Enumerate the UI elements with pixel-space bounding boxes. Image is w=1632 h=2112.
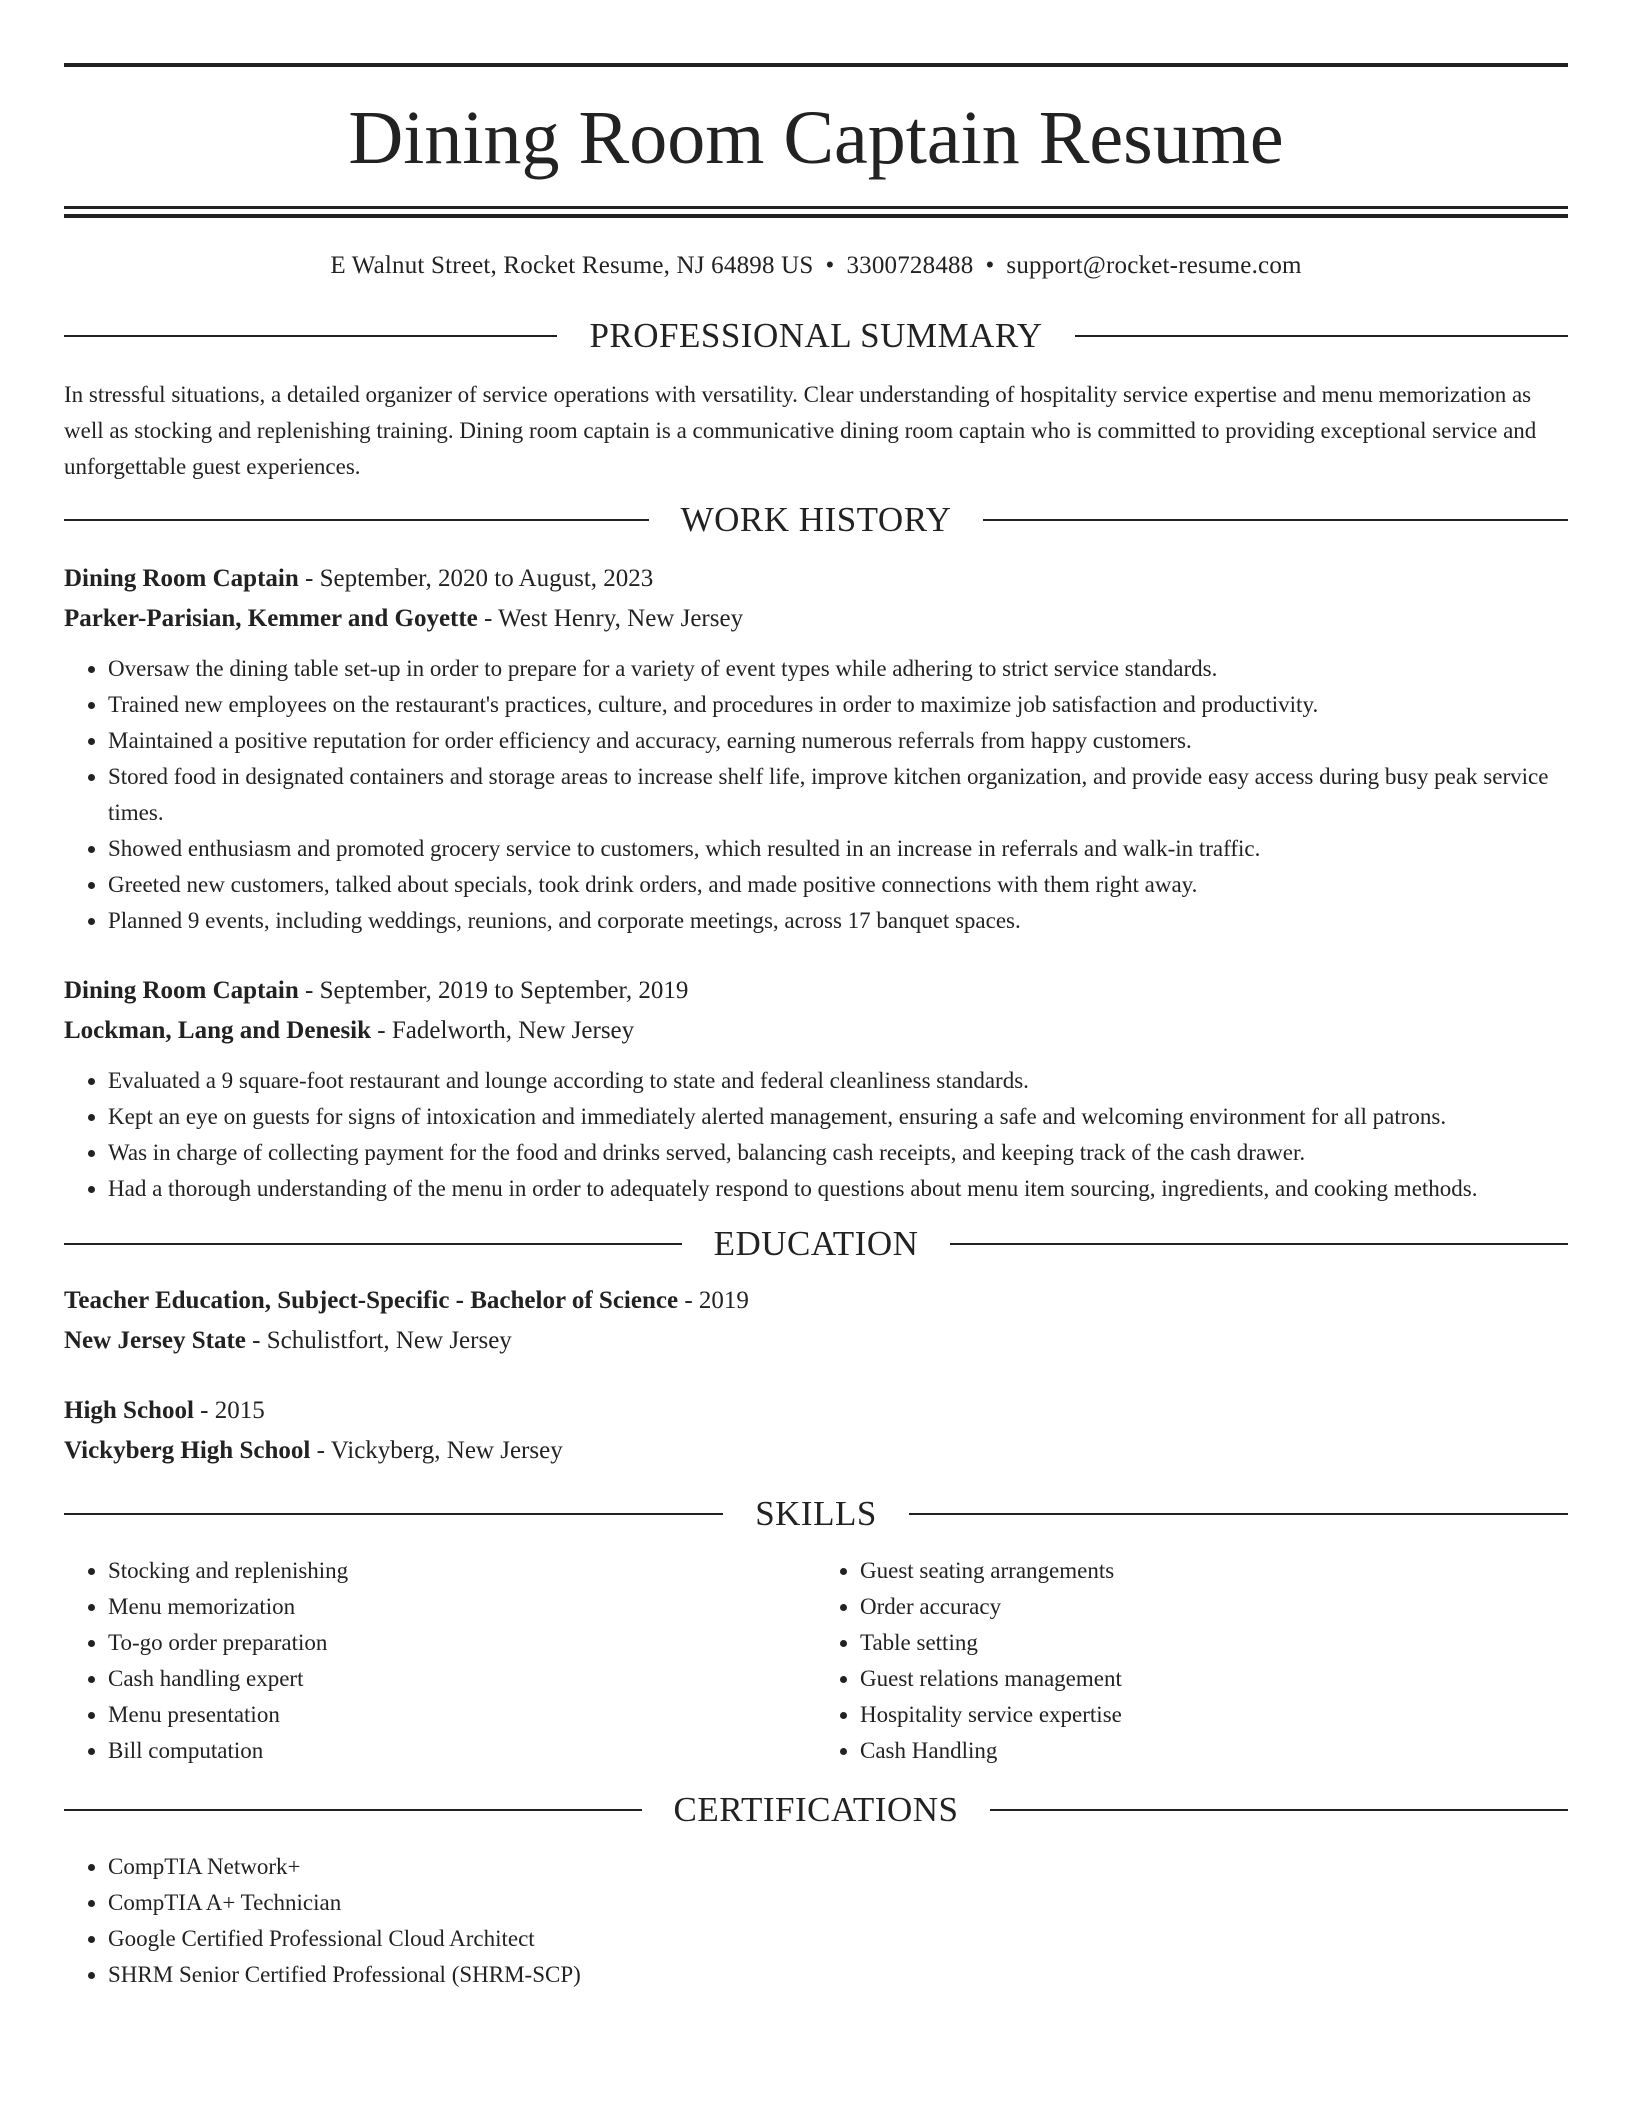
skills-columns [64, 1553, 1568, 1769]
section-header-work-history [64, 499, 1568, 541]
education-school: New Jersey State [64, 1327, 246, 1354]
section-rule [64, 335, 557, 337]
job-bullet: • Maintained a positive reputation for order efficiency and accuracy, earning numerous referrals from happy customers. [108, 723, 1568, 759]
job-dates: - September, 2020 to August, 2023 [298, 565, 654, 592]
education-location: - Schulistfort, New Jersey [245, 1327, 512, 1354]
job-location: - Fadelworth, New Jersey [371, 1017, 635, 1044]
job-bullets [64, 1063, 1568, 1207]
skill-item: • Stocking and replenishing [108, 1553, 816, 1589]
job-bullet: • Planned 9 events, including weddings, reunions, and corporate meetings, across 17 banquet spaces. [108, 903, 1568, 939]
section-header-skills [64, 1493, 1568, 1535]
job-entry [64, 559, 1568, 939]
section-rule [64, 1513, 723, 1515]
skill-item: • Guest seating arrangements [860, 1553, 1568, 1589]
job-title: Dining Room Captain [64, 977, 299, 1004]
certification-item: • SHRM Senior Certified Professional (SHRM-SCP) [108, 1957, 1568, 1993]
job-bullet: • Evaluated a 9 square-foot restaurant and lounge according to state and federal cleanliness standards. [108, 1063, 1568, 1099]
job-bullet: • Oversaw the dining table set-up in order to prepare for a variety of event types while adhering to strict service standards. [108, 651, 1568, 687]
job-bullet: • Stored food in designated containers and storage areas to increase shelf life, improve kitchen organization, and provide easy access during busy peak service times. [108, 759, 1568, 831]
job-location: - West Henry, New Jersey [477, 605, 744, 632]
top-rule [64, 63, 1568, 67]
contact-email: support@rocket-resume.com [1006, 252, 1302, 279]
education-school: Vickyberg High School [64, 1437, 311, 1464]
section-title: WORK HISTORY [680, 500, 952, 539]
education-degree-line [64, 1391, 1568, 1431]
section-header-certifications [64, 1789, 1568, 1831]
title-double-rule [64, 206, 1568, 218]
education-location: - Vickyberg, New Jersey [310, 1437, 563, 1464]
education-school-line [64, 1431, 1568, 1471]
education-degree: Teacher Education, Subject-Specific - Bachelor of Science [64, 1287, 679, 1314]
education-degree: High School [64, 1397, 194, 1424]
section-rule [990, 1809, 1568, 1811]
skills-list-left [64, 1553, 816, 1769]
section-title: EDUCATION [713, 1224, 919, 1263]
skill-item: • Guest relations management [860, 1661, 1568, 1697]
contact-phone: 3300728488 [846, 252, 974, 279]
job-bullet: • Had a thorough understanding of the menu in order to adequately respond to questions about menu item sourcing, ingredients, and cooking methods. [108, 1171, 1568, 1207]
certification-item: • CompTIA Network+ [108, 1849, 1568, 1885]
job-title-line [64, 559, 1568, 599]
education-year: - 2019 [678, 1287, 749, 1314]
job-company: Parker-Parisian, Kemmer and Goyette [64, 605, 478, 632]
skill-item: • Bill computation [108, 1733, 816, 1769]
job-company-line [64, 599, 1568, 639]
section-rule [909, 1513, 1568, 1515]
summary-text: In stressful situations, a detailed organizer of service operations with versatility. Clear understanding of hospitality service expertise and menu memorization as well as stocking and replenishing training. Dining room captain is a communicative dining room captain who is committed to providing exceptional service and unforgettable guest experiences. [64, 382, 1537, 479]
section-title: SKILLS [755, 1494, 877, 1533]
skills-list-right [816, 1553, 1568, 1769]
education-school-line [64, 1321, 1568, 1361]
section-rule [64, 1809, 642, 1811]
section-rule [950, 1243, 1568, 1245]
contact-separator: • [825, 252, 835, 279]
contact-line [64, 251, 1568, 281]
skill-item: • Menu presentation [108, 1697, 816, 1733]
section-rule [983, 519, 1568, 521]
skill-item: • To-go order preparation [108, 1625, 816, 1661]
section-title: CERTIFICATIONS [673, 1790, 959, 1829]
contact-separator: • [985, 252, 995, 279]
job-bullet: • Was in charge of collecting payment for the food and drinks served, balancing cash receipts, and keeping track of the cash drawer. [108, 1135, 1568, 1171]
education-entry [64, 1391, 1568, 1471]
skill-item: • Hospitality service expertise [860, 1697, 1568, 1733]
resume-title: Dining Room Captain Resume [348, 96, 1284, 180]
skill-item: • Menu memorization [108, 1589, 816, 1625]
job-company: Lockman, Lang and Denesik [64, 1017, 372, 1044]
education-degree-line [64, 1281, 1568, 1321]
job-bullet: • Showed enthusiasm and promoted grocery service to customers, which resulted in an increase in referrals and walk-in traffic. [108, 831, 1568, 867]
education-entry [64, 1281, 1568, 1361]
education-year: - 2015 [193, 1397, 265, 1424]
job-title: Dining Room Captain [64, 565, 299, 592]
skill-item: • Cash handling expert [108, 1661, 816, 1697]
job-bullet: • Kept an eye on guests for signs of intoxication and immediately alerted management, ensuring a safe and welcoming environment for all patrons. [108, 1099, 1568, 1135]
skill-item: • Cash Handling [860, 1733, 1568, 1769]
section-header-summary [64, 315, 1568, 357]
skill-item: • Table setting [860, 1625, 1568, 1661]
job-entry [64, 971, 1568, 1207]
certification-item: • CompTIA A+ Technician [108, 1885, 1568, 1921]
contact-address: E Walnut Street, Rocket Resume, NJ 64898 US [330, 252, 814, 279]
certification-item: • Google Certified Professional Cloud Architect [108, 1921, 1568, 1957]
job-bullets [64, 651, 1568, 939]
section-rule [1075, 335, 1568, 337]
section-title: PROFESSIONAL SUMMARY [589, 316, 1043, 355]
job-title-line [64, 971, 1568, 1011]
job-bullet: • Greeted new customers, talked about specials, took drink orders, and made positive connections with them right away. [108, 867, 1568, 903]
job-dates: - September, 2019 to September, 2019 [298, 977, 689, 1004]
section-rule [64, 519, 649, 521]
section-header-education [64, 1223, 1568, 1265]
section-rule [64, 1243, 682, 1245]
skill-item: • Order accuracy [860, 1589, 1568, 1625]
certifications-list [64, 1849, 1568, 1993]
job-company-line [64, 1011, 1568, 1051]
job-bullet: • Trained new employees on the restaurant's practices, culture, and procedures in order to maximize job satisfaction and productivity. [108, 687, 1568, 723]
